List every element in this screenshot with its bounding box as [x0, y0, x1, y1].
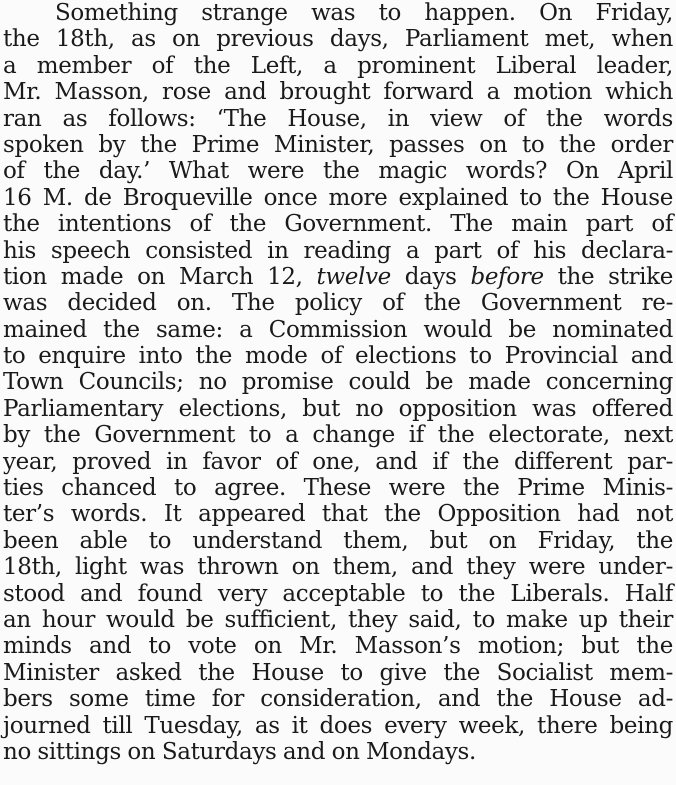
text-segment: tion made on March 12,	[3, 263, 317, 290]
text-line: by the Government to a change if the electorate, next	[3, 422, 673, 449]
text-line: was decided on. The policy of the Government re-	[3, 290, 673, 317]
text-line: Town Councils; no promise could be made concerning	[3, 369, 673, 396]
text-line: been able to understand them, but on Friday, the	[3, 527, 673, 554]
text-line: ter’s words. It appeared that the Opposition had not	[3, 501, 673, 528]
body-paragraph	[3, 0, 673, 765]
emphasis-twelve: twelve	[316, 263, 391, 290]
text-line: the 18th, as on previous days, Parliament met, when	[3, 26, 673, 53]
text-line: stood and found very acceptable to the Liberals. Half	[3, 580, 673, 607]
text-line: to enquire into the mode of elections to Provincial and	[3, 343, 673, 370]
text-line: ran as follows: ‘The House, in view of the words	[3, 105, 673, 132]
text-line: Parliamentary elections, but no opposition was offered	[3, 395, 673, 422]
text-line-last: no sittings on Saturdays and on Mondays.	[3, 738, 476, 765]
text-line: journed till Tuesday, as it does every week, there being	[3, 712, 673, 739]
text-line: bers some time for consideration, and the House ad-	[3, 686, 673, 713]
text-line: an hour would be sufficient, they said, to make up their	[3, 606, 673, 633]
text-line: Minister asked the House to give the Socialist mem-	[3, 659, 673, 686]
text-line: Mr. Masson, rose and brought forward a motion which	[3, 79, 673, 106]
text-line: his speech consisted in reading a part of his declara-	[3, 237, 673, 264]
text-line: the intentions of the Government. The main part of	[3, 211, 673, 238]
text-segment: the strike	[543, 263, 674, 290]
text-line: ties chanced to agree. These were the Prime Minis-	[3, 475, 673, 502]
text-line: of the day.’ What were the magic words? On April	[3, 158, 673, 185]
text-line-with-emphasis	[3, 264, 673, 290]
emphasis-before: before	[470, 263, 544, 290]
text-line: spoken by the Prime Minister, passes on to the order	[3, 131, 673, 158]
text-line: 16 M. de Broqueville once more explained to the House	[3, 184, 673, 211]
text-line: mained the same: a Commission would be nominated	[3, 316, 673, 343]
text-line: minds and to vote on Mr. Masson’s motion; but the	[3, 633, 673, 660]
text-line: Something strange was to happen. On Friday,	[55, 0, 673, 26]
text-segment: days	[390, 263, 471, 290]
text-line: a member of the Left, a prominent Liberal leader,	[3, 52, 673, 79]
text-line: 18th, light was thrown on them, and they were under-	[3, 554, 673, 581]
text-line: year, proved in favor of one, and if the different par-	[3, 448, 673, 475]
